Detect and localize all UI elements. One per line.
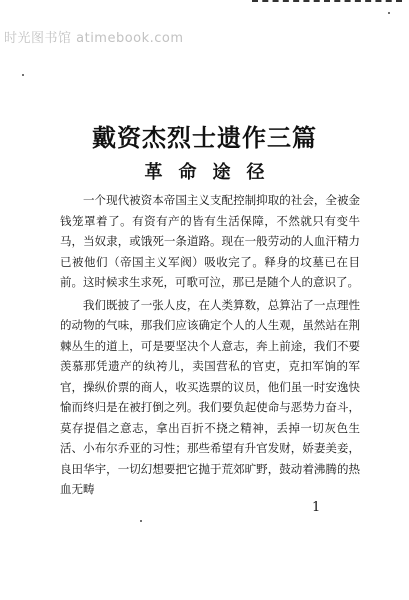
scan-speck bbox=[388, 12, 390, 14]
top-dashed-rule bbox=[252, 0, 402, 4]
scan-speck bbox=[140, 520, 142, 522]
body-text bbox=[60, 190, 360, 502]
paragraph: 我们既披了一张人皮，在人类算数，总算沾了一点理性的动物的气味，那我们应该确定个人的人生观，虽然站在荆棘丛生的道上，可是要坚决个人意志，奔上前途，我们不要羡慕那凭遗产的纨袴儿，卖国营私的官吏，克扣军饷的军官，操纵价票的商人，收买选票的议员，他们虽一时安逸快愉而终归是在被打倒之列。我们要负起使命与恶势力奋斗，莫存提倡之意志，拿出百折不挠之精神，丢掉一切灰色生活、小布尔乔亚的习性；那些希望有升官发财，娇妻美妾，良田华宇，一切幻想要把它抛于荒郊旷野，鼓动着沸腾的热血无畴 bbox=[60, 297, 360, 496]
paragraph: 一个现代被资本帝国主义支配控制抑取的社会，全被金钱笼罩着了。有资有产的皆有生活保障，不然就只有变牛马，当奴隶，或饿死一条道路。现在一般劳动的人血汗精力已被他们（帝国主义军阀）吸收完了。释身的坟墓已在目前。这时候求生求死，可歌可泣，那已是随个人的意识了。 bbox=[60, 193, 360, 289]
watermark: 时光图书馆 atimebook.com bbox=[4, 31, 184, 46]
scan-speck bbox=[22, 74, 24, 76]
page-title: 戴资杰烈士遗作三篇 bbox=[92, 123, 317, 152]
page-number: 1 bbox=[312, 500, 321, 515]
section-heading: 革命途径 bbox=[144, 162, 281, 183]
